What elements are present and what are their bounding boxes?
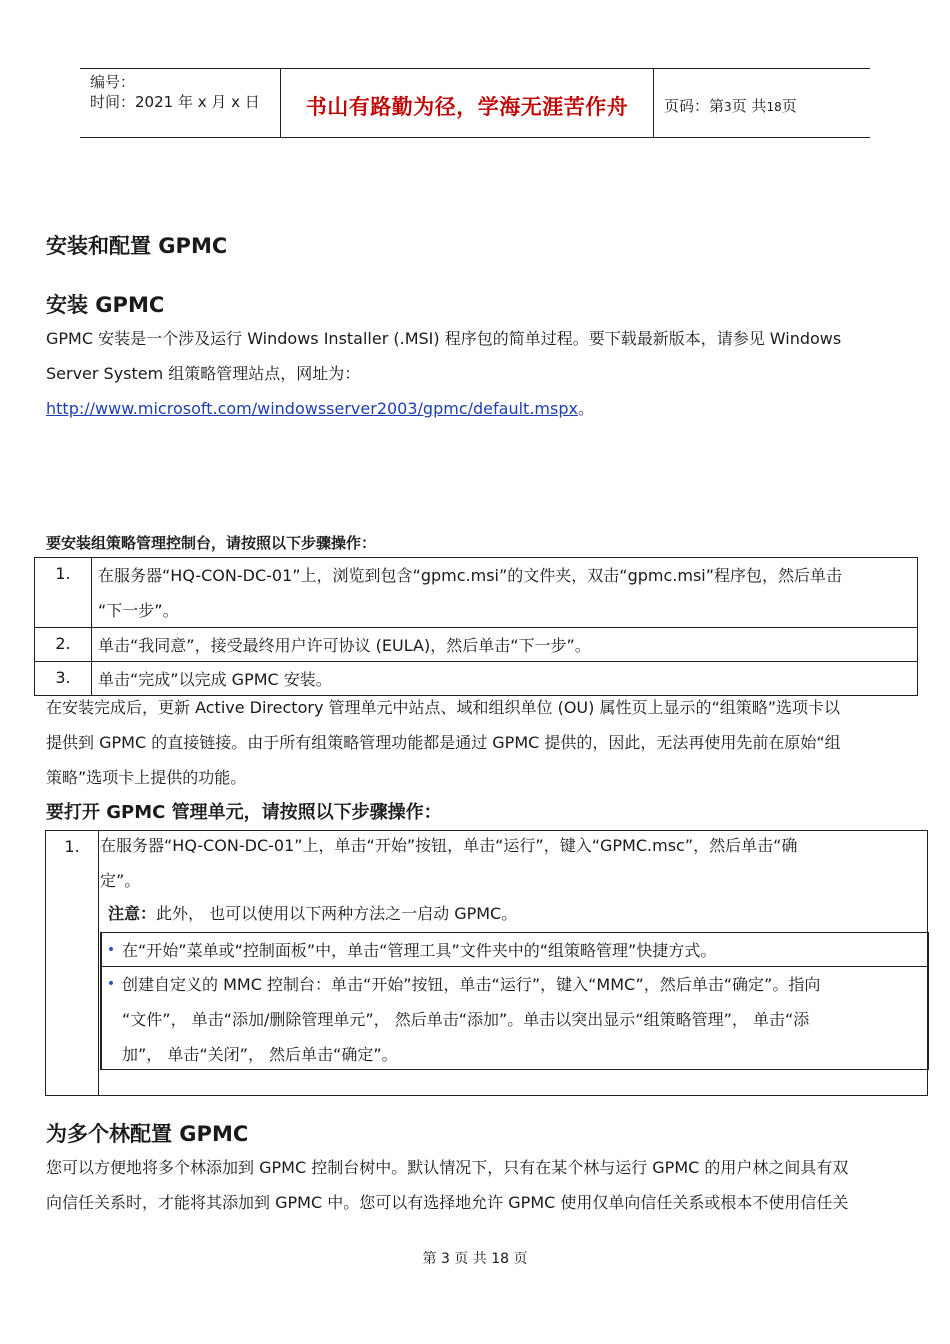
after-install-para-line-3: 策略”选项卡上提供的功能。 [46, 768, 247, 787]
gpmc-download-link[interactable]: http://www.microsoft.com/windowsserver2003/gpmc/default.mspx [46, 399, 578, 418]
divider [100, 1069, 927, 1070]
open-steps-table [45, 830, 928, 1096]
bullet-text: “文件”， 单击“添加/删除管理单元”， 然后单击“添加”。单击以突出显示“组策略管理”， 单击“添 [122, 1010, 810, 1029]
step-text: 单击“我同意”，接受最终用户许可协议 (EULA)，然后单击“下一步”。 [98, 636, 591, 655]
header-motto-cell [281, 69, 654, 137]
number-label: 编号： [90, 73, 136, 91]
step-text: 在服务器“HQ-CON-DC-01”上，浏览到包含“gpmc.msi”的文件夹，双击“gpmc.msi”程序包，然后单击 [98, 566, 843, 585]
bullet-text: 创建自定义的 MMC 控制台：单击“开始”按钮，单击“运行”，键入“MMC”，然后单击“确定”。指向 [122, 975, 821, 994]
open-steps-intro: 要打开 GPMC 管理单元，请按照以下步骤操作： [46, 802, 442, 823]
time-label: 时间：2021 年 x 月 x 日 [90, 93, 260, 111]
step-text: “下一步”。 [98, 601, 179, 620]
install-link-line: http://www.microsoft.com/windowsserver2003/gpmc/default.mspx。 [46, 399, 594, 418]
note-text: 此外， 也可以使用以下两种方法之一启动 GPMC。 [156, 904, 518, 923]
page-indicator: 页码：第3页 共18页 [664, 97, 797, 115]
note-line [108, 896, 928, 931]
list-item [102, 933, 928, 966]
install-para-line-2: Server System 组策略管理站点，网址为： [46, 364, 361, 383]
bullet-icon: • [106, 976, 116, 992]
step-text: 单击“完成”以完成 GPMC 安装。 [98, 670, 332, 689]
step-number: 2. [35, 628, 92, 661]
bullet-text: 在“开始”菜单或“控制面板”中，单击“管理工具”文件夹中的“组策略管理”快捷方式。 [122, 941, 717, 960]
step-number: 1. [46, 831, 99, 1095]
bullet-text: 加”， 单击“关闭”， 然后单击“确定”。 [122, 1045, 398, 1064]
after-install-para-line-2: 提供到 GPMC 的直接链接。由于所有组策略管理功能都是通过 GPMC 提供的，因此，无法再使用先前在原始“组 [46, 733, 841, 752]
page-current: 3 [724, 100, 732, 114]
install-steps-intro: 要安装组策略管理控制台，请按照以下步骤操作： [46, 534, 377, 552]
install-para-line-1: GPMC 安装是一个涉及运行 Windows Installer (.MSI) 程序包的简单过程。要下载最新版本，请参见 Windows [46, 329, 842, 348]
header-page-cell [654, 69, 870, 137]
install-steps-table [34, 557, 918, 696]
list-item [102, 966, 928, 1069]
multi-para-line-2: 向信任关系时，才能将其添加到 GPMC 中。您可以有选择地允许 GPMC 使用仅单向信任关系或根本不使用信任关 [46, 1193, 849, 1212]
heading-install-configure: 安装和配置 GPMC [46, 234, 228, 258]
bullet-icon: • [106, 942, 116, 958]
page-total: 18 [766, 100, 782, 114]
page-footer: 第 3 页 共 18 页 [422, 1251, 528, 1267]
step-number: 1. [35, 558, 92, 627]
multi-para-line-1: 您可以方便地将多个林添加到 GPMC 控制台树中。默认情况下，只有在某个林与运行 GPMC 的用户林之间具有双 [46, 1158, 849, 1177]
header-info-cell [80, 69, 281, 137]
step-text: 定”。 [100, 871, 141, 890]
motto: 书山有路勤为径，学海无涯苦作舟 [305, 94, 629, 119]
heading-multi-forest: 为多个林配置 GPMC [46, 1122, 249, 1146]
page-header [80, 68, 870, 138]
heading-install: 安装 GPMC [46, 293, 165, 317]
table-row [35, 558, 917, 627]
step-number: 3. [35, 662, 92, 695]
table-row [35, 627, 917, 661]
note-label: 注意： [108, 904, 157, 923]
after-install-para-line-1: 在安装完成后，更新 Active Directory 管理单元中站点、域和组织单位 (OU) 属性页上显示的“组策略”选项卡以 [46, 698, 841, 717]
bullet-table [100, 932, 929, 1070]
step-text: 在服务器“HQ-CON-DC-01”上，单击“开始”按钮，单击“运行”，键入“GPMC.msc”，然后单击“确 [100, 836, 798, 855]
